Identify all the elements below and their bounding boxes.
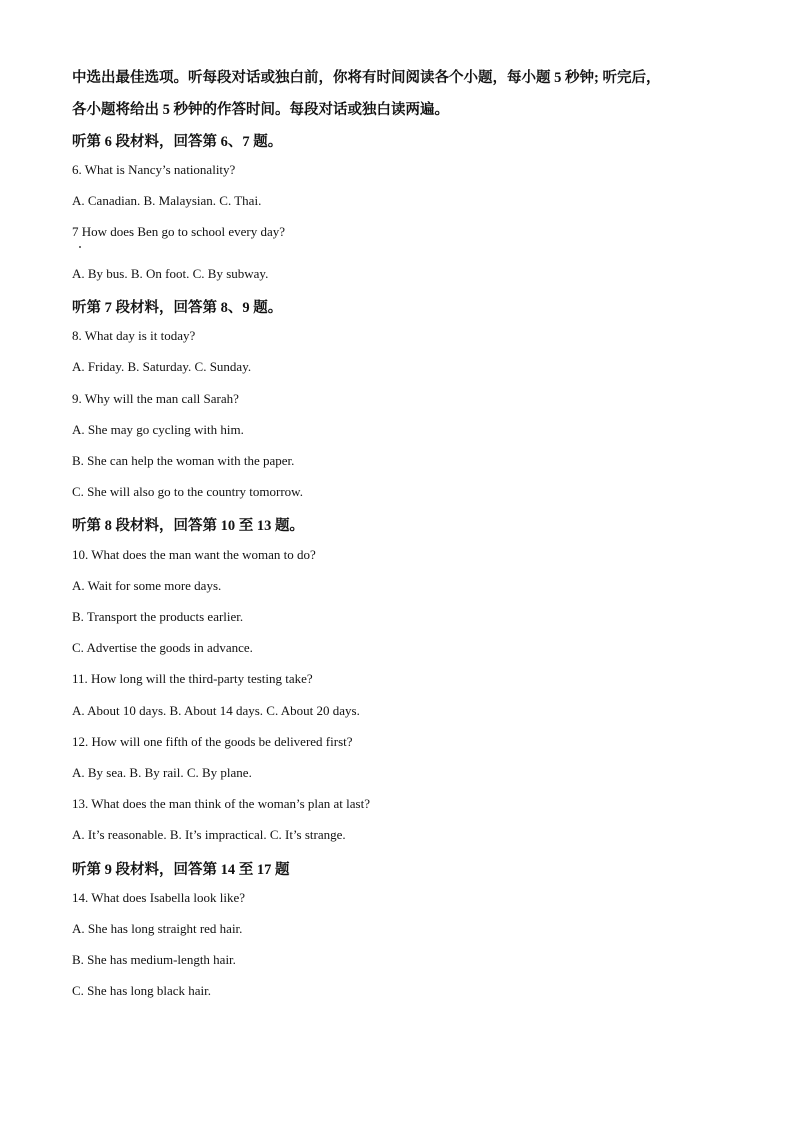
section-heading: 听第 7 段材料，回答第 8、9 题。 [72, 300, 283, 316]
question-14: 14. What does Isabella look like? [72, 890, 246, 905]
question-10-option-c: C. Advertise the goods in advance. [72, 640, 253, 655]
question-12-options: A. By sea. B. By rail. C. By plane. [72, 765, 252, 780]
question-9: 9. Why will the man call Sarah? [72, 391, 239, 406]
question-12: 12. How will one fifth of the goods be delivered first? [72, 734, 353, 749]
question-6: 6. What is Nancy’s nationality? [72, 162, 236, 177]
intro-line-2: 各小题将给出 5 秒钟的作答时间。每段对话或独白读两遍。 [72, 102, 449, 118]
question-8-options: A. Friday. B. Saturday. C. Sunday. [72, 359, 252, 374]
question-6-options: A. Canadian. B. Malaysian. C. Thai. [72, 193, 262, 208]
question-9-option-c: C. She will also go to the country tomorrow. [72, 484, 303, 499]
question-7: 7 How does Ben go to school every day? [72, 224, 286, 239]
question-10-option-a: A. Wait for some more days. [72, 578, 222, 593]
stray-dot [79, 246, 81, 248]
section-heading: 听第 8 段材料，回答第 10 至 13 题。 [72, 518, 304, 534]
question-10-option-b: B. Transport the products earlier. [72, 609, 244, 624]
question-9-option-a: A. She may go cycling with him. [72, 422, 244, 437]
section-heading: 听第 6 段材料，回答第 6、7 题。 [72, 134, 283, 150]
question-13-options: A. It’s reasonable. B. It’s impractical. C. It’s strange. [72, 827, 346, 842]
question-7-options: A. By bus. B. On foot. C. By subway. [72, 266, 269, 281]
section-heading: 听第 9 段材料，回答第 14 至 17 题 [72, 862, 290, 878]
question-11: 11. How long will the third-party testing take? [72, 671, 313, 686]
question-8: 8. What day is it today? [72, 328, 196, 343]
question-10: 10. What does the man want the woman to do? [72, 547, 316, 562]
question-11-options: A. About 10 days. B. About 14 days. C. About 20 days. [72, 703, 360, 718]
intro-line-1: 中选出最佳选项。听每段对话或独白前，你将有时间阅读各个小题，每小题 5 秒钟; 听完后， [72, 70, 661, 86]
question-13: 13. What does the man think of the woman’s plan at last? [72, 796, 370, 811]
question-14-option-b: B. She has medium-length hair. [72, 952, 236, 967]
question-9-option-b: B. She can help the woman with the paper. [72, 453, 295, 468]
question-14-option-c: C. She has long black hair. [72, 983, 212, 998]
question-14-option-a: A. She has long straight red hair. [72, 921, 243, 936]
